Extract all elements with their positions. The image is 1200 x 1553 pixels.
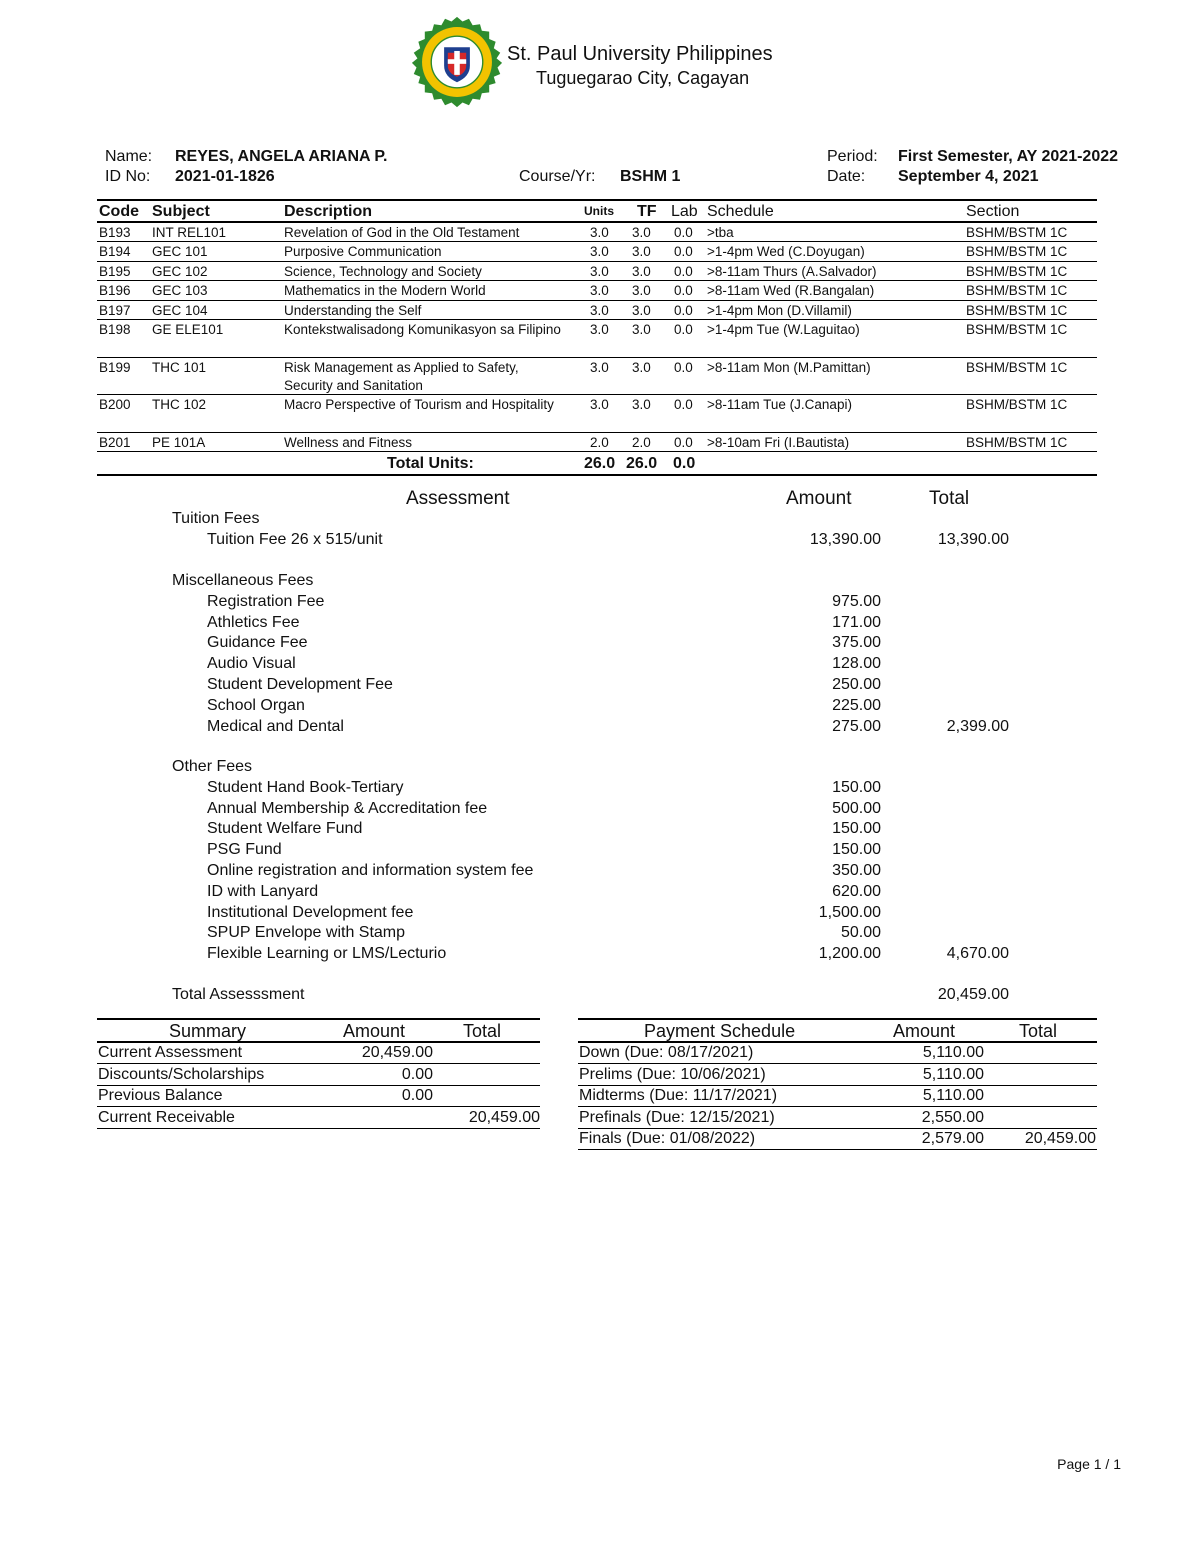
total-lab-value: 0.0 [673, 455, 696, 472]
subject-section: BSHM/BSTM 1C [966, 360, 1068, 375]
fee-item-name: SPUP Envelope with Stamp [207, 924, 406, 941]
subject-tf: 3.0 [632, 244, 651, 259]
col-units: Units [584, 204, 614, 218]
subject-code: B201 [99, 435, 131, 450]
payment-row-total: 20,459.00 [1024, 1130, 1096, 1147]
payment-row-amount: 5,110.00 [922, 1044, 984, 1061]
fee-item-name: Institutional Development fee [207, 904, 414, 921]
subject-description: Macro Perspective of Tourism and Hospitality [284, 397, 554, 412]
fee-item-amount: 50.00 [840, 924, 881, 941]
summary-header [97, 1018, 540, 1043]
total-units-row [97, 454, 1097, 476]
payment-row-amount: 5,110.00 [922, 1087, 984, 1104]
fee-item-name: Tuition Fee 26 x 515/unit [207, 531, 383, 548]
subject-subject: GEC 101 [152, 244, 208, 259]
payment-row-label: Prefinals (Due: 12/15/2021) [579, 1108, 775, 1126]
payment-row-label: Midterms (Due: 11/17/2021) [579, 1087, 778, 1104]
fee-item-name: Athletics Fee [207, 614, 300, 631]
summary-row [97, 1043, 540, 1064]
summary-row [97, 1108, 540, 1129]
subject-subject: GE ELE101 [152, 322, 224, 337]
fee-item-amount: 150.00 [832, 779, 881, 796]
subject-units: 3.0 [590, 322, 609, 337]
payment-row [578, 1065, 1097, 1086]
fee-item-name: Student Hand Book-Tertiary [207, 779, 404, 796]
summary-row-label: Discounts/Scholarships [98, 1065, 265, 1083]
period-value: First Semester, AY 2021-2022 [898, 148, 1119, 165]
summary-table [97, 1018, 540, 1134]
total-tf-value: 26.0 [626, 455, 658, 472]
subject-row [97, 358, 1097, 395]
fee-category-tuition: Tuition Fees [172, 510, 260, 527]
summary-row-total: 20,459.00 [468, 1108, 540, 1126]
subject-schedule: >8-11am Wed (R.Bangalan) [707, 283, 875, 298]
fee-item-amount: 975.00 [832, 593, 881, 610]
subject-units: 3.0 [590, 264, 609, 279]
assessment-title: Assessment [406, 488, 510, 509]
subject-units: 3.0 [590, 225, 609, 240]
university-seal-logo [411, 16, 503, 108]
subject-code: B193 [99, 225, 131, 240]
subject-schedule: >tba [707, 225, 734, 240]
subject-section: BSHM/BSTM 1C [966, 435, 1068, 450]
page-number: Page 1 / 1 [1057, 1456, 1121, 1472]
col-lab: Lab [671, 203, 698, 220]
subject-description: Purposive Communication [284, 244, 442, 259]
fee-item-name: Audio Visual [207, 655, 296, 672]
subject-tf: 3.0 [632, 225, 651, 240]
subject-code: B199 [99, 360, 131, 375]
subject-units: 3.0 [590, 283, 609, 298]
date-label: Date: [827, 168, 866, 185]
subject-code: B195 [99, 264, 131, 279]
fee-group-total: 13,390.00 [937, 531, 1009, 548]
fee-item-amount: 150.00 [832, 820, 881, 837]
subject-lab: 0.0 [674, 264, 693, 279]
summary-row-label: Current Assessment [98, 1044, 243, 1061]
fee-item-name: Student Welfare Fund [207, 820, 363, 837]
summary-total-header: Total [463, 1021, 502, 1041]
subject-section: BSHM/BSTM 1C [966, 264, 1068, 279]
subjects-table-header [97, 199, 1097, 223]
subject-row [97, 433, 1097, 452]
name-label: Name: [105, 148, 153, 165]
subject-code: B198 [99, 322, 131, 337]
subject-lab: 0.0 [674, 322, 693, 337]
date-value: September 4, 2021 [898, 168, 1039, 185]
payment-row-label: Finals (Due: 01/08/2022) [579, 1130, 756, 1147]
payment-row [578, 1129, 1097, 1150]
payment-schedule-table [578, 1018, 1097, 1156]
fee-item-name: Guidance Fee [207, 634, 308, 651]
assessment-amount-header: Amount [786, 488, 852, 509]
summary-row [97, 1065, 540, 1086]
subject-lab: 0.0 [674, 244, 693, 259]
id-label: ID No: [105, 168, 151, 185]
fee-category-misc: Miscellaneous Fees [172, 572, 314, 589]
subject-units: 3.0 [590, 303, 609, 318]
fee-item-name: PSG Fund [207, 841, 282, 858]
subject-subject: INT REL101 [152, 225, 227, 240]
fee-item-amount: 13,390.00 [809, 531, 881, 548]
subject-units: 3.0 [590, 397, 609, 412]
subject-subject: THC 102 [152, 397, 207, 412]
subject-code: B197 [99, 303, 131, 318]
subject-code: B194 [99, 244, 131, 259]
subject-row [97, 223, 1097, 242]
fee-item-amount: 500.00 [832, 800, 881, 817]
summary-row-label: Previous Balance [98, 1087, 223, 1104]
fee-item-amount: 350.00 [832, 862, 881, 879]
subject-tf: 3.0 [632, 283, 651, 298]
university-name: St. Paul University Philippines [507, 43, 773, 65]
col-schedule: Schedule [707, 203, 774, 220]
payment-title: Payment Schedule [644, 1021, 796, 1041]
subject-schedule: >8-11am Mon (M.Pamittan) [707, 360, 871, 375]
payment-total-header: Total [1019, 1021, 1058, 1041]
col-section: Section [966, 203, 1020, 220]
fee-item-amount: 171.00 [832, 614, 881, 631]
col-description: Description [284, 203, 373, 220]
subject-units: 3.0 [590, 244, 609, 259]
subject-description: Science, Technology and Society [284, 264, 482, 279]
subject-row [97, 281, 1097, 301]
subject-units: 2.0 [590, 435, 609, 450]
total-assessment-label: Total Assesssment [172, 986, 305, 1003]
fee-item-name: Online registration and information system fee [207, 862, 534, 879]
payment-header [578, 1018, 1097, 1043]
subject-row [97, 242, 1097, 262]
subject-section: BSHM/BSTM 1C [966, 322, 1068, 337]
subject-schedule: >1-4pm Tue (W.Laguitao) [707, 322, 860, 337]
fee-item-amount: 150.00 [832, 841, 881, 858]
fee-item-name: Student Development Fee [207, 676, 393, 693]
total-units-value: 26.0 [584, 455, 616, 472]
fee-item-amount: 225.00 [832, 697, 881, 714]
university-city: Tuguegarao City, Cagayan [536, 68, 750, 88]
summary-row-label: Current Receivable [98, 1108, 235, 1126]
fee-item-name: Medical and Dental [207, 718, 344, 735]
subject-row [97, 262, 1097, 281]
subject-row [97, 301, 1097, 320]
fee-item-amount: 620.00 [832, 883, 881, 900]
summary-title: Summary [169, 1021, 247, 1041]
subject-tf: 3.0 [632, 303, 651, 318]
subject-tf: 3.0 [632, 264, 651, 279]
total-assessment-value: 20,459.00 [937, 986, 1009, 1003]
subject-section: BSHM/BSTM 1C [966, 397, 1068, 412]
subject-section: BSHM/BSTM 1C [966, 303, 1068, 318]
payment-row [578, 1086, 1097, 1107]
subject-subject: GEC 102 [152, 264, 208, 279]
subject-subject: THC 101 [152, 360, 207, 375]
subject-tf: 3.0 [632, 397, 651, 412]
subject-description: Revelation of God in the Old Testament [284, 225, 520, 240]
summary-row-amount: 0.00 [401, 1065, 433, 1083]
subject-row [97, 320, 1097, 358]
payment-row [578, 1108, 1097, 1129]
subject-subject: GEC 104 [152, 303, 208, 318]
subject-schedule: >8-11am Thurs (A.Salvador) [707, 264, 877, 279]
subject-schedule: >1-4pm Mon (D.Villamil) [707, 303, 852, 318]
subject-code: B200 [99, 397, 131, 412]
subject-lab: 0.0 [674, 225, 693, 240]
fee-item-name: Flexible Learning or LMS/Lecturio [207, 945, 447, 962]
subject-tf: 3.0 [632, 360, 651, 375]
assessment-total-header: Total [929, 488, 970, 509]
subject-lab: 0.0 [674, 435, 693, 450]
subject-schedule: >1-4pm Wed (C.Doyugan) [707, 244, 865, 259]
student-course: BSHM 1 [620, 168, 681, 185]
fee-item-amount: 1,500.00 [818, 904, 881, 921]
subject-section: BSHM/BSTM 1C [966, 283, 1068, 298]
fee-item-amount: 1,200.00 [818, 945, 881, 962]
student-name: REYES, ANGELA ARIANA P. [175, 148, 388, 165]
payment-row-amount: 2,579.00 [921, 1130, 984, 1147]
subject-description: Risk Management as Applied to Safety, Security and Sanitation [284, 360, 519, 393]
fee-item-amount: 275.00 [832, 718, 881, 735]
subject-lab: 0.0 [674, 283, 693, 298]
subject-description: Understanding the Self [284, 303, 422, 318]
subject-lab: 0.0 [674, 303, 693, 318]
fee-item-name: Annual Membership & Accreditation fee [207, 800, 488, 817]
summary-amount-header: Amount [343, 1021, 406, 1041]
summary-row [97, 1086, 540, 1107]
fee-item-name: ID with Lanyard [207, 883, 319, 900]
subject-tf: 3.0 [632, 322, 651, 337]
subject-subject: PE 101A [152, 435, 206, 450]
summary-row-amount: 20,459.00 [361, 1044, 433, 1061]
fee-category-other: Other Fees [172, 758, 253, 775]
fee-group-total: 2,399.00 [946, 718, 1009, 735]
subject-row [97, 395, 1097, 433]
subject-section: BSHM/BSTM 1C [966, 225, 1068, 240]
payment-row-label: Down (Due: 08/17/2021) [579, 1044, 754, 1061]
subject-lab: 0.0 [674, 397, 693, 412]
payment-row-amount: 2,550.00 [921, 1108, 984, 1126]
fee-item-name: Registration Fee [207, 593, 325, 610]
fee-item-amount: 375.00 [832, 634, 881, 651]
subject-code: B196 [99, 283, 131, 298]
student-id: 2021-01-1826 [175, 168, 275, 185]
period-label: Period: [827, 148, 878, 165]
fee-item-amount: 128.00 [832, 655, 881, 672]
fee-group-total: 4,670.00 [946, 945, 1009, 962]
subject-tf: 2.0 [632, 435, 651, 450]
subject-subject: GEC 103 [152, 283, 208, 298]
subject-units: 3.0 [590, 360, 609, 375]
col-subject: Subject [152, 203, 210, 220]
subject-description: Kontekstwalisadong Komunikasyon sa Filipino [284, 322, 561, 337]
subject-description: Mathematics in the Modern World [284, 283, 486, 298]
subject-lab: 0.0 [674, 360, 693, 375]
subject-section: BSHM/BSTM 1C [966, 244, 1068, 259]
payment-row [578, 1043, 1097, 1064]
col-code: Code [99, 203, 139, 220]
subject-schedule: >8-11am Tue (J.Canapi) [707, 397, 852, 412]
payment-row-amount: 5,110.00 [922, 1065, 984, 1083]
total-units-label: Total Units: [387, 455, 474, 472]
col-tf: TF [637, 203, 657, 220]
payment-row-label: Prelims (Due: 10/06/2021) [579, 1065, 766, 1083]
fee-item-name: School Organ [207, 697, 305, 714]
subject-schedule: >8-10am Fri (I.Bautista) [707, 435, 850, 450]
fee-item-amount: 250.00 [832, 676, 881, 693]
payment-amount-header: Amount [893, 1021, 956, 1041]
course-label: Course/Yr: [519, 168, 596, 185]
summary-row-amount: 0.00 [401, 1087, 433, 1104]
subject-description: Wellness and Fitness [284, 435, 413, 450]
